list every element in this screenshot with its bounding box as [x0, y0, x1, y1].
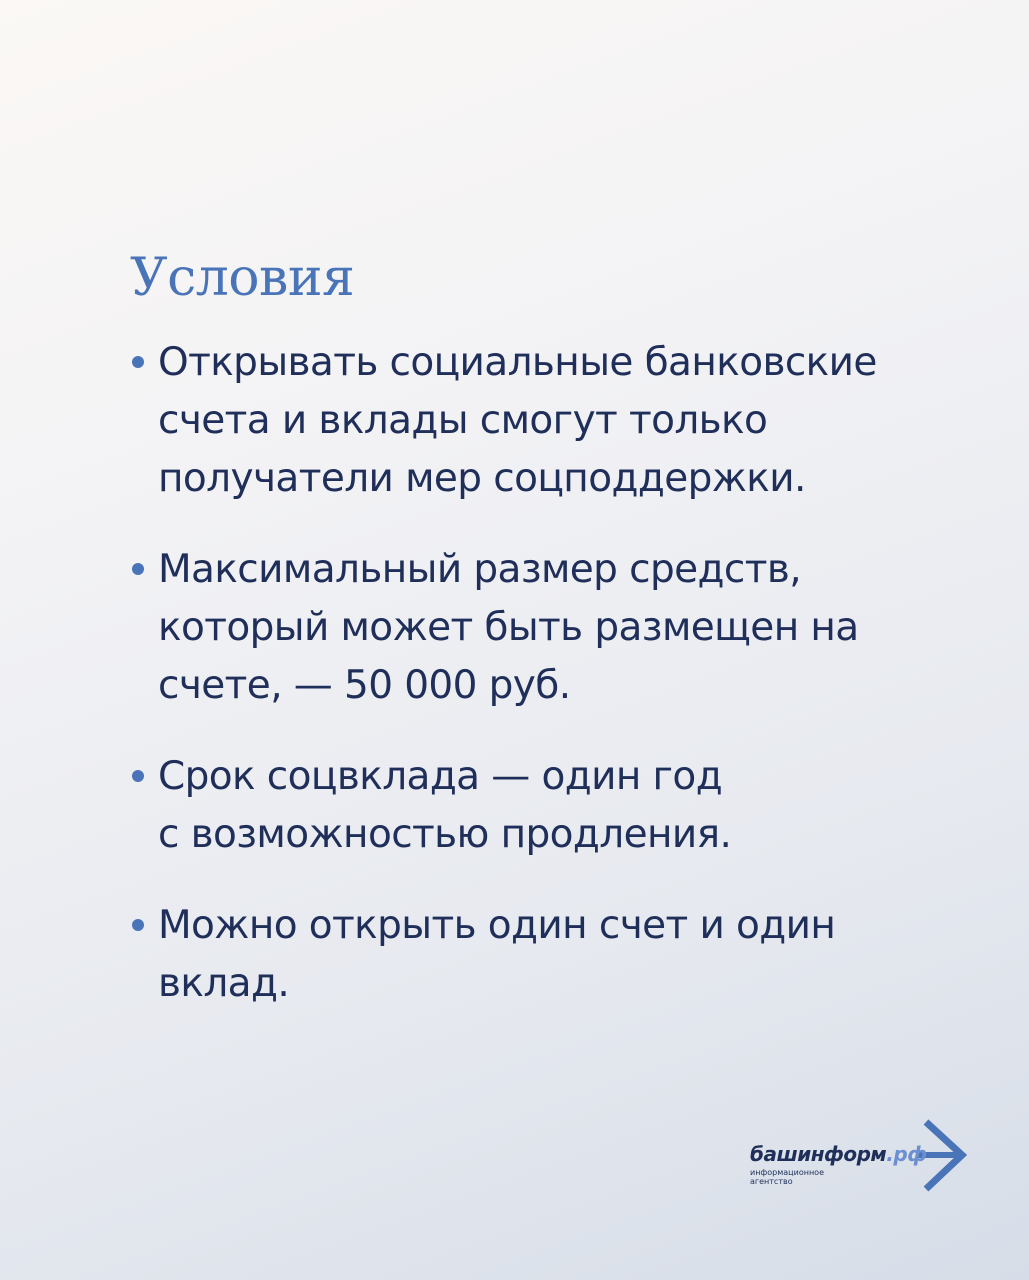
- list-item: [130, 334, 970, 508]
- list-item-text: Можно открыть один счет и один вклад.: [158, 903, 836, 1006]
- list-item: [130, 748, 970, 864]
- list-item: [130, 541, 970, 715]
- list-item-text: Срок соцвклада — один год с возможностью продления.: [158, 754, 732, 857]
- list-item-text: Максимальный размер средств, который может быть размещен на счете, — 50 000 руб.: [158, 547, 859, 708]
- bullet-icon: [132, 563, 144, 575]
- list-item-text: Открывать социальные банковские счета и вклады смогут только получатели мер соцподдержки.: [158, 340, 877, 501]
- logo-name: башинформ: [750, 1142, 887, 1166]
- logo-subtitle: информационное агентство: [750, 1168, 824, 1186]
- bullet-icon: [132, 770, 144, 782]
- bullet-icon: [132, 919, 144, 931]
- list-item: [130, 897, 970, 1013]
- conditions-list: [130, 334, 970, 1046]
- logo-wordmark: [750, 1142, 927, 1166]
- bullet-icon: [132, 356, 144, 368]
- logo-domain: .рф: [886, 1142, 927, 1166]
- page-title: Условия: [130, 248, 355, 308]
- brand-logo: [750, 1118, 970, 1193]
